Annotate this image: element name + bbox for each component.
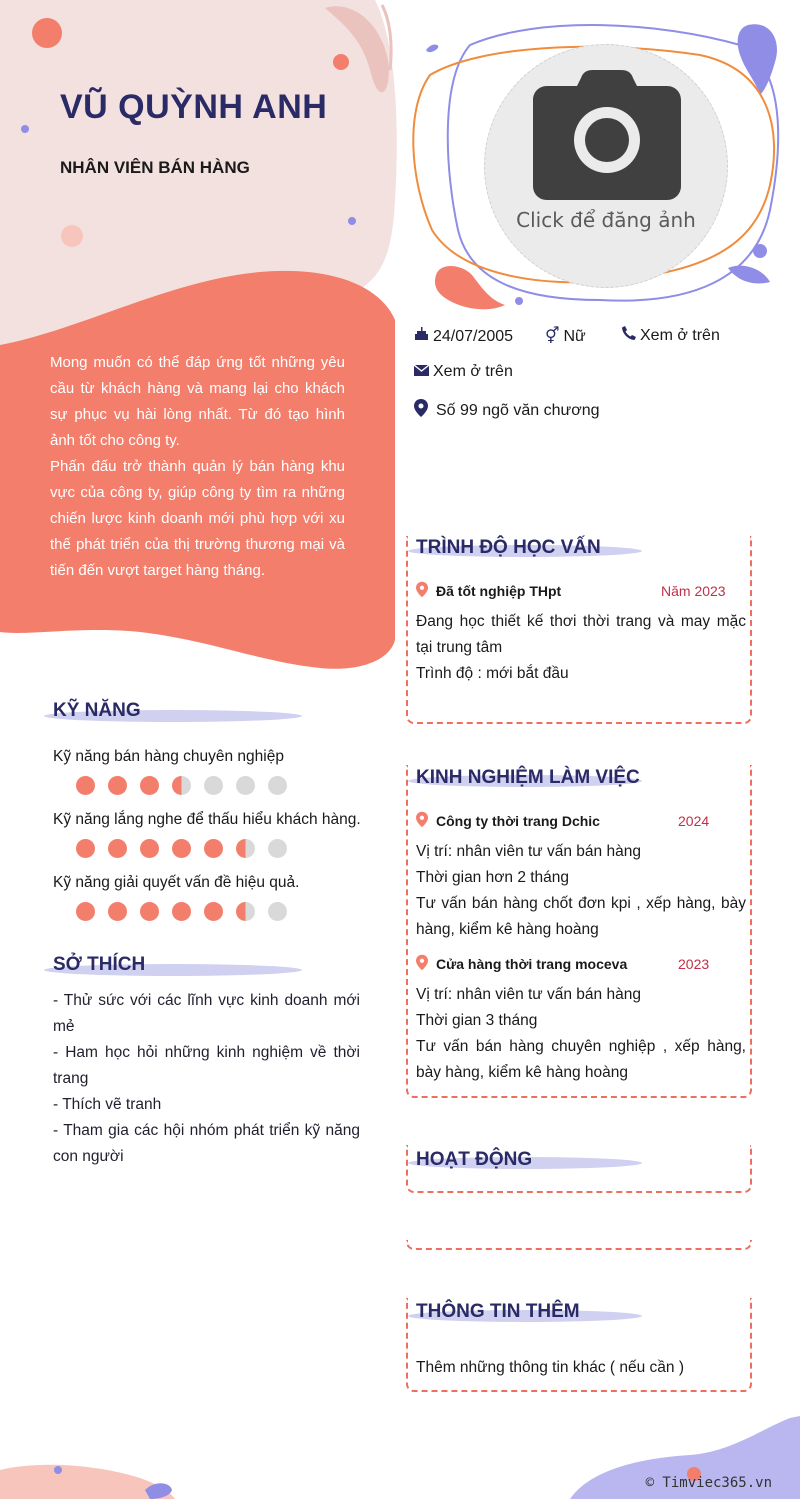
contact-birthday: [414, 326, 513, 346]
rating-dot: [204, 902, 223, 921]
rating-dot: [172, 902, 191, 921]
contact-gender: [545, 326, 586, 346]
extra-info-text: Thêm những thông tin khác ( nếu cần ): [416, 1359, 685, 1376]
rating-dot: [204, 776, 223, 795]
rating-dot: [268, 776, 287, 795]
rating-dot: [172, 839, 191, 858]
rating-dot: [108, 902, 127, 921]
job-details: [416, 982, 746, 1086]
email-value: Xem ở trên: [433, 363, 513, 380]
objective-paragraph: Mong muốn có thể đáp ứng tốt những yêu cầu từ khách hàng và mang lại cho khách sự phục vụ hài lòng nhất. Từ đó tạo hình ảnh tốt cho công ty.: [50, 354, 345, 449]
hobby-item: - Tham gia các hội nhóm phát triển kỹ năng con người: [53, 1122, 360, 1165]
skill-rating: [76, 776, 287, 795]
phone-value: Xem ở trên: [640, 327, 720, 344]
education-details: [416, 609, 746, 687]
job-year: 2023: [678, 956, 710, 972]
job-line: Tư vấn bán hàng chốt đơn kpi , xếp hàng, bày hàng, kiểm kê hàng hoàng: [416, 895, 746, 938]
education-school: Đã tốt nghiệp THpt: [436, 583, 562, 599]
rating-dot: [268, 902, 287, 921]
candidate-name: VŨ QUỲNH ANH: [60, 88, 328, 126]
job-line: Vị trí: nhân viên tư vấn bán hàng: [416, 986, 641, 1003]
deco-circle: [21, 125, 29, 133]
email-icon: [414, 365, 429, 376]
activities-content-box: [406, 1240, 752, 1250]
footer-copyright: © Timviec365.vn: [645, 1475, 772, 1491]
rating-dot: [76, 902, 95, 921]
rating-dot: [140, 776, 159, 795]
skill-rating: [76, 839, 287, 858]
birthday-icon: [414, 326, 429, 341]
lavender-blob: [426, 45, 438, 53]
job-details: [416, 839, 746, 943]
job-line: Tư vấn bán hàng chuyên nghiệp , xếp hàng, bày hàng, kiểm kê hàng hoàng: [416, 1038, 746, 1081]
career-objective: [50, 350, 345, 584]
rating-dot: [236, 839, 255, 858]
job-line: Vị trí: nhân viên tư vấn bán hàng: [416, 843, 641, 860]
rating-dot: [140, 902, 159, 921]
contact-email: [414, 363, 513, 381]
birthday-value: 24/07/2005: [433, 328, 514, 345]
rating-dot: [108, 776, 127, 795]
contact-phone: [622, 326, 720, 345]
address-value: Số 99 ngõ văn chương: [436, 402, 600, 419]
lavender-blob: [728, 266, 770, 284]
skills-heading: KỸ NĂNG: [53, 700, 141, 721]
job-line: Thời gian hơn 2 tháng: [416, 869, 570, 886]
skill-name: Kỹ năng giải quyết vấn đề hiệu quả.: [53, 874, 300, 891]
education-heading: TRÌNH ĐỘ HỌC VẤN: [416, 537, 601, 558]
pin-icon: [416, 581, 428, 603]
extra-info-heading: THÔNG TIN THÊM: [416, 1301, 580, 1322]
job-title: NHÂN VIÊN BÁN HÀNG: [60, 158, 250, 177]
objective-paragraph: Phấn đấu trở thành quản lý bán hàng khu vực của công ty, giúp công ty tìm ra những chiến lược kinh doanh mới phù hợp với xu thế phát triển của thị trường thương mại và tiến đến vượt target hàng tháng.: [50, 458, 345, 579]
rating-dot: [204, 839, 223, 858]
skill-rating: [76, 902, 287, 921]
contact-address: [414, 399, 600, 420]
job-year: 2024: [678, 813, 710, 829]
job-line: Thời gian 3 tháng: [416, 1012, 538, 1029]
rating-dot: [236, 902, 255, 921]
pin-icon: [416, 811, 428, 833]
gender-value: Nữ: [563, 328, 586, 345]
education-line: Đang học thiết kế thơi thời trang và may mặc tại trung tâm: [416, 613, 746, 656]
activities-heading: HOẠT ĐỘNG: [416, 1149, 533, 1170]
gender-icon: ⚥: [545, 328, 560, 345]
deco-circle: [54, 1466, 62, 1474]
deco-circle: [515, 297, 523, 305]
rating-dot: [140, 839, 159, 858]
experience-heading: KINH NGHIỆM LÀM VIỆC: [416, 767, 640, 788]
deco-circle: [61, 225, 83, 247]
rating-dot: [172, 776, 191, 795]
rating-dot: [76, 839, 95, 858]
phone-icon: [622, 326, 636, 340]
rating-dot: [236, 776, 255, 795]
rating-dot: [76, 776, 95, 795]
hobby-item: - Ham học hỏi những kinh nghiệm về thời trang: [53, 1044, 360, 1087]
hobby-item: - Thích vẽ tranh: [53, 1096, 162, 1113]
deco-circle: [32, 18, 62, 48]
pin-icon: [416, 954, 428, 976]
job-company: Công ty thời trang Dchic: [436, 813, 600, 829]
job-company: Cửa hàng thời trang moceva: [436, 956, 628, 972]
education-line: Trình độ : mới bắt đầu: [416, 665, 569, 682]
camera-icon: [533, 70, 681, 200]
hobbies-list: [53, 988, 360, 1170]
education-year: Năm 2023: [661, 583, 726, 599]
deco-circle: [333, 54, 349, 70]
avatar-upload-label[interactable]: Click để đăng ảnh: [516, 208, 696, 232]
skill-name: Kỹ năng bán hàng chuyên nghiệp: [53, 748, 284, 765]
location-icon: [414, 399, 428, 417]
hobbies-heading: SỞ THÍCH: [53, 954, 146, 975]
skill-name: Kỹ năng lắng nghe để thấu hiểu khách hàng.: [53, 811, 361, 828]
rating-dot: [268, 839, 287, 858]
deco-circle: [348, 217, 356, 225]
hobby-item: - Thử sức với các lĩnh vực kinh doanh mới mẻ: [53, 992, 360, 1035]
rating-dot: [108, 839, 127, 858]
